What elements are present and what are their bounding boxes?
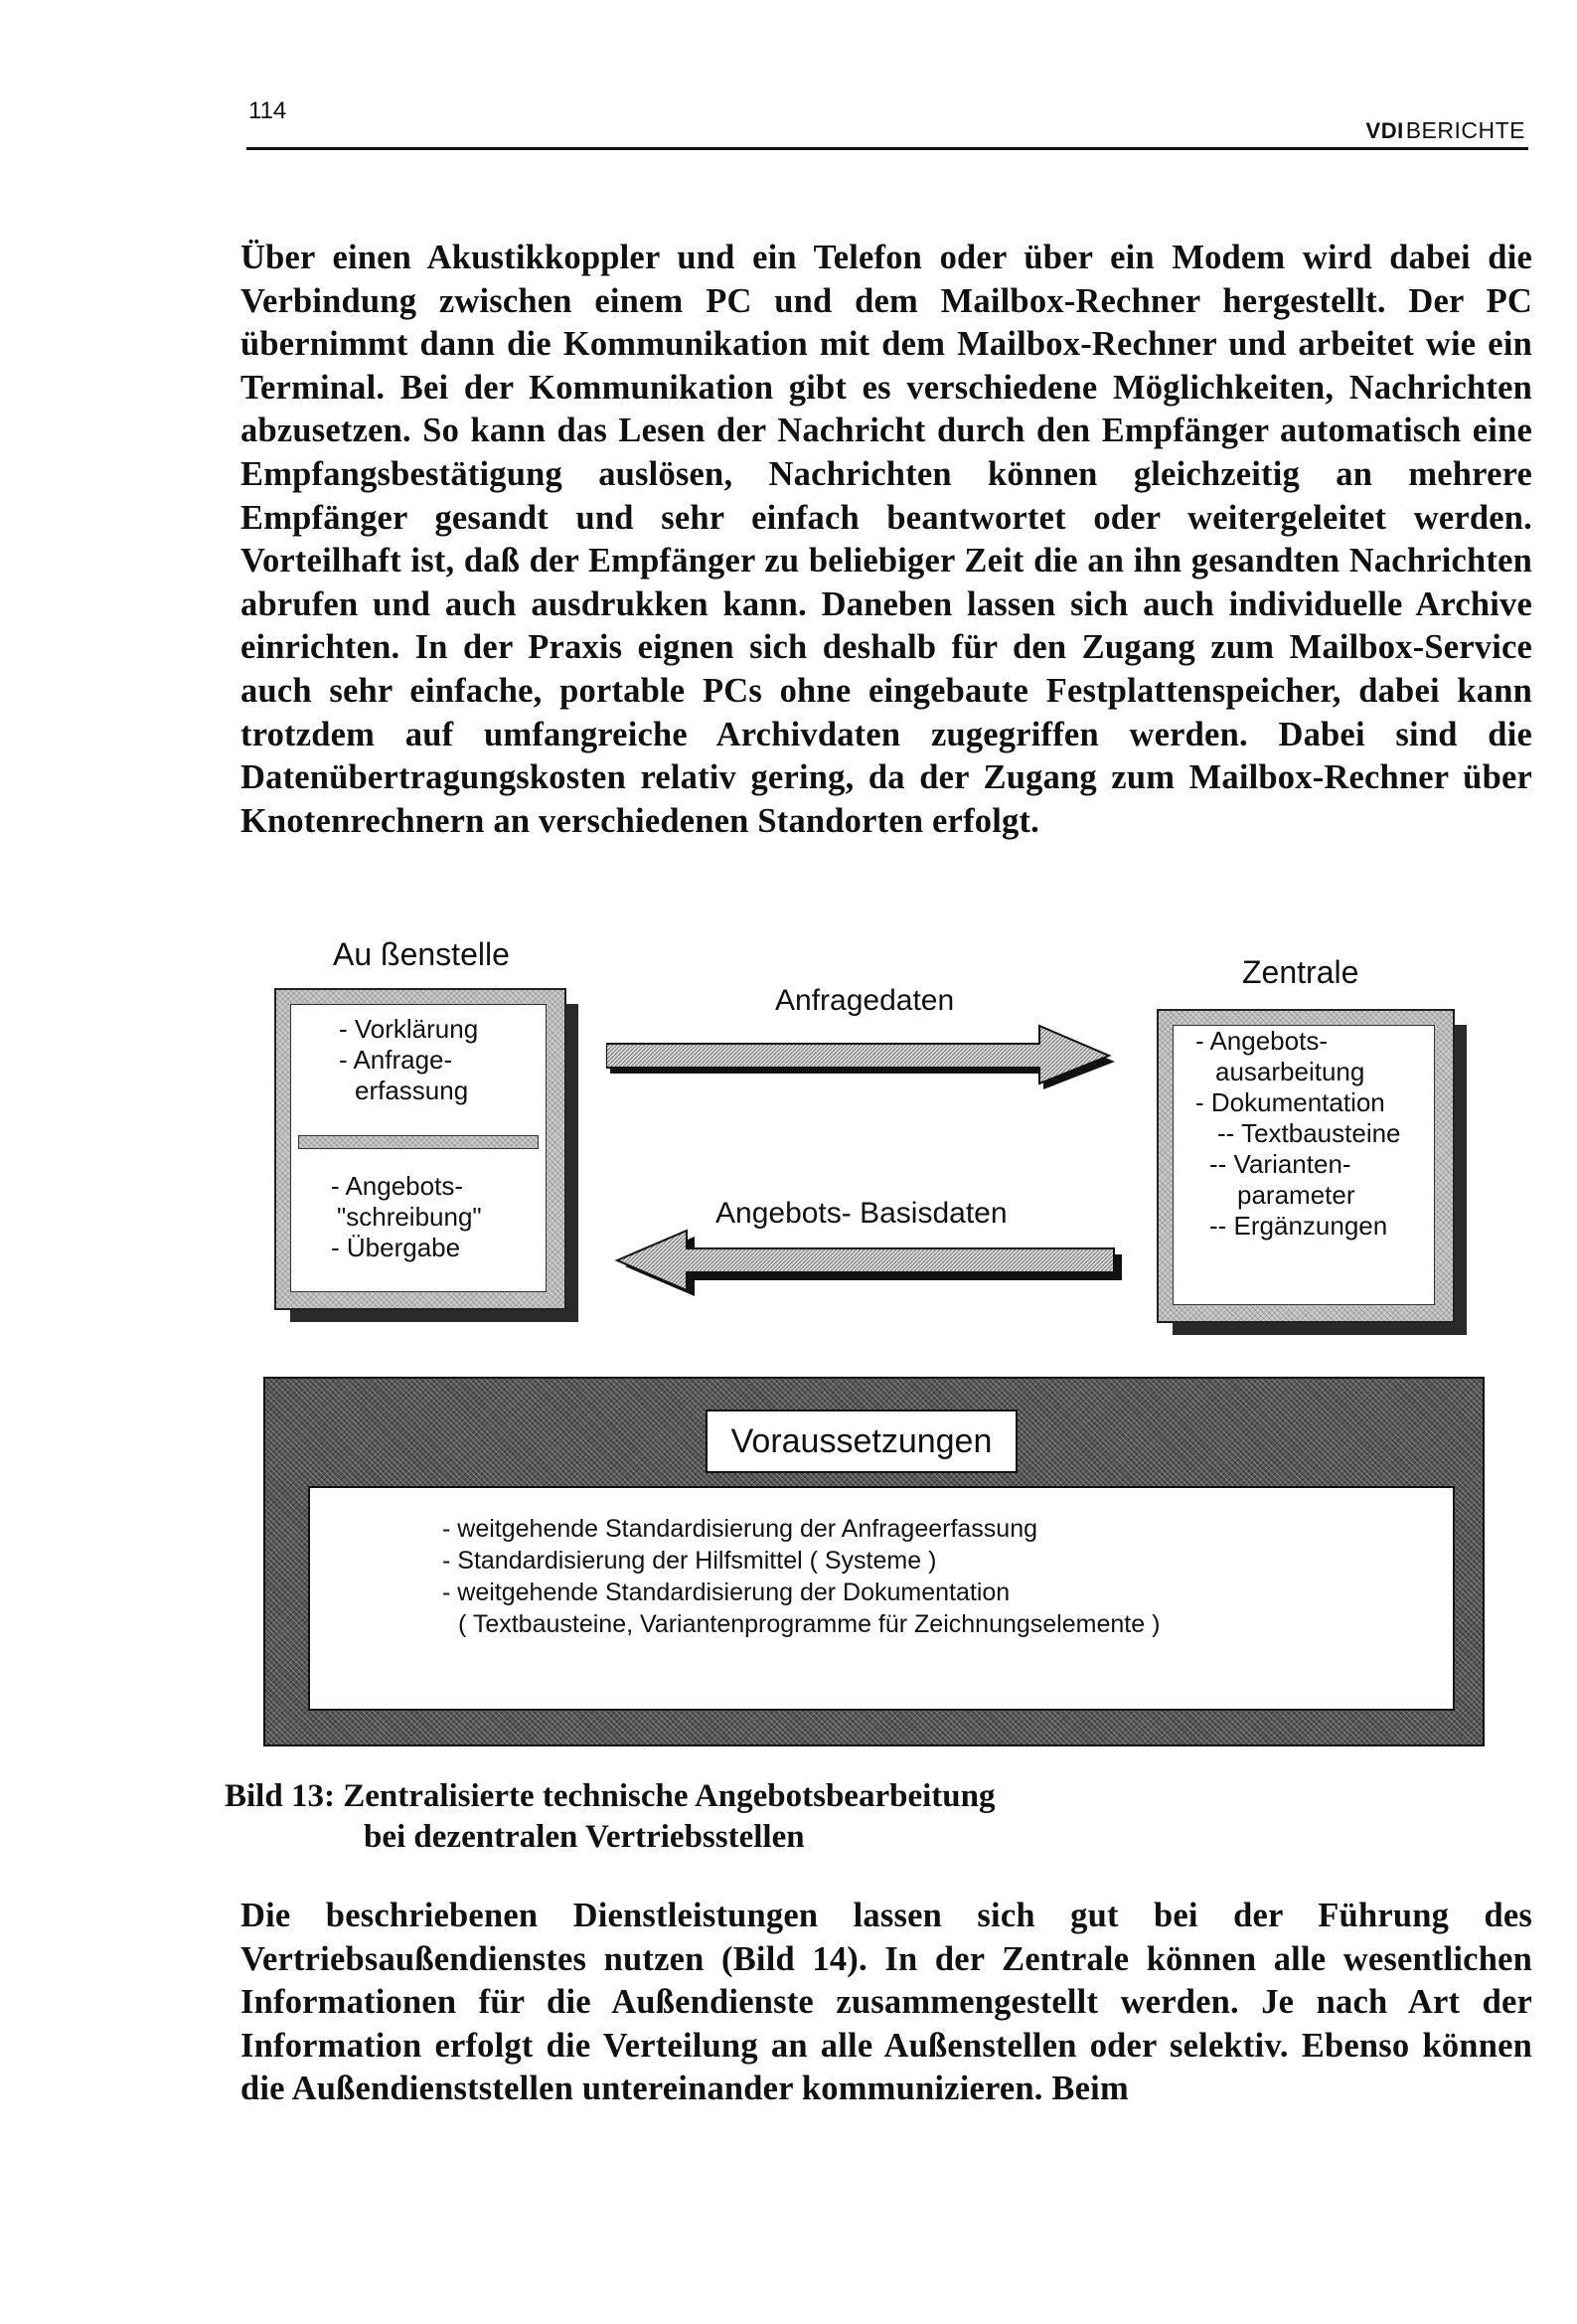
list-item: -- Ergänzungen [1209,1211,1388,1241]
list-item: ausarbeitung [1215,1057,1365,1086]
outstation-list-top [339,1014,478,1106]
running-head [1366,117,1525,144]
list-item: ( Textbausteine, Variantenprogramme für Zeichnungselemente ) [458,1610,1161,1638]
figure-caption [225,1776,995,1858]
list-item: - Angebots- [331,1171,463,1201]
central-title: Zentrale [1242,954,1359,990]
list-item: - Angebots- [1195,1026,1328,1056]
list-item: -- Textbausteine [1217,1118,1401,1148]
request-arrow [606,1024,1123,1091]
list-item: -- Varianten- [1209,1149,1351,1179]
body-paragraph: Die beschriebenen Dienstleistungen lassen sich gut bei der Führung des Vertriebsaußendienstes nutzen (Bild 14). In der Zentrale können alle wesentlichen Informationen für die Außendienste zusammengestellt werden. Je nach Art der Information erfolgt die Verteilung an alle Außenstellen oder selektiv. Ebenso können die Außendienststellen untereinander kommunizieren. Beim [240,1897,1532,2108]
list-item: - Dokumentation [1195,1087,1385,1117]
divider-bar [298,1135,539,1149]
page-number: 114 [248,97,287,124]
series-name: BERICHTE [1405,117,1525,143]
series-logo: VDI [1365,118,1404,143]
list-item: parameter [1237,1180,1355,1210]
list-item: "schreibung" [337,1202,482,1232]
response-arrow-label: Angebots- Basisdaten [715,1197,1008,1230]
list-item: - Vorklärung [339,1014,479,1044]
caption-line-1: Bild 13: Zentralisierte technische Angebotsbearbeitung [225,1778,996,1814]
response-arrow [611,1229,1128,1298]
list-item: erfassung [355,1076,469,1105]
outstation-list-bottom [331,1171,482,1263]
header-rule [246,147,1528,150]
prerequisites-list [442,1513,1160,1640]
list-item: - weitgehende Standardisierung der Anfrageerfassung [442,1515,1038,1543]
list-item: - Standardisierung der Hilfsmittel ( Systeme ) [442,1547,937,1575]
outstation-title: Au ßenstelle [333,936,510,972]
list-item: - weitgehende Standardisierung der Dokumentation [442,1578,1011,1606]
prerequisites-title: Voraussetzungen [706,1410,1018,1473]
body-paragraph: Über einen Akustikkoppler und ein Telefon oder über ein Modem wird dabei die Verbindung zwischen einem PC und dem Mailbox-Rechner hergestellt. Der PC übernimmt dann die Kommunikation mit dem Mailbox-Rechner und arbeitet wie ein Terminal. Bei der Kommunikation gibt es verschiedene Möglichkeiten, Nachrichten abzusetzen. So kann das Lesen der Nachricht durch den Empfänger automatisch eine Empfangsbestätigung auslösen, Nachrichten können gleichzeitig an mehrere Empfänger gesandt und sehr einfach beantwortet oder weitergeleitet werden. Vorteilhaft ist, daß der Empfänger zu beliebiger Zeit die an ihn gesandten Nachrichten abrufen und auch ausdrukken kann. Daneben lassen sich auch individuelle Archive einrichten. In der Praxis eignen sich deshalb für den Zugang zum Mailbox-Service auch sehr einfache, portable PCs ohne eingebaute Festplattenspeicher, dabei kann trotzdem auf umfangreiche Archivdaten zugegriffen werden. Dabei sind die Datenübertragungskosten relativ gering, da der Zugang zum Mailbox-Rechner über Knotenrechnern an verschiedenen Standorten erfolgt. [240,239,1532,840]
request-arrow-label: Anfragedaten [775,984,955,1017]
central-list [1195,1026,1401,1242]
list-item: - Übergabe [331,1233,461,1262]
list-item: - Anfrage- [339,1045,453,1075]
caption-line-2: bei dezentralen Vertriebsstellen [364,1819,805,1855]
